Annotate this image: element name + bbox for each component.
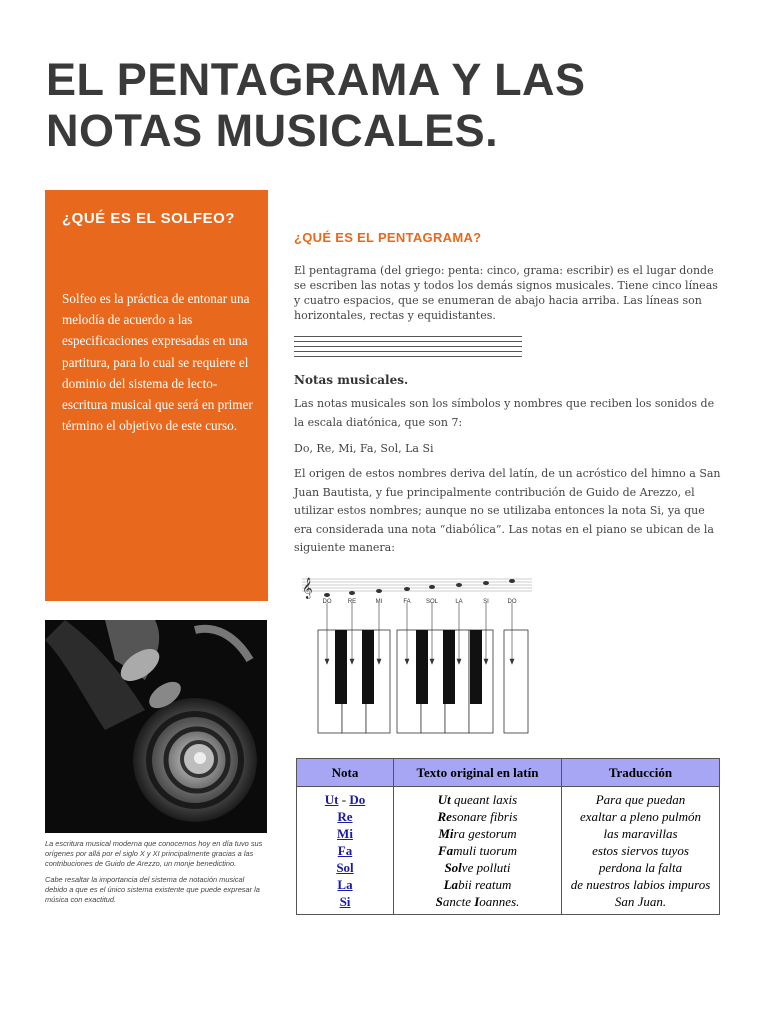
note-link-do[interactable]: Do xyxy=(349,792,366,807)
sidebar-heading: ¿QUÉ ES EL SOLFEO? xyxy=(62,210,235,227)
notes-table xyxy=(296,758,720,915)
note-row xyxy=(298,791,392,808)
translation-line: San Juan. xyxy=(614,894,667,909)
translation-line: las maravillas xyxy=(603,826,678,841)
note-link-re[interactable]: Re xyxy=(337,809,353,824)
latin-line: Famuli tuorum xyxy=(437,843,518,858)
note-link-fa[interactable]: Fa xyxy=(337,843,353,858)
staff-illustration xyxy=(294,336,522,360)
sidebar-body: Solfeo es la práctica de entonar una melodía de acuerdo a las especificaciones expresadas en una partitura, para lo cual se requiere el dominio del sistema de lecto-escritura musical que será en primer término el objetivo de este curso. xyxy=(62,291,253,434)
piano-note-label: LA xyxy=(455,599,463,605)
latin-line: Solve polluti xyxy=(444,860,511,875)
intro-paragraph: El pentagrama (del griego: penta: cinco, grama: escribir) es el lugar donde se escriben las notas y todos los demás signos musicales. Tiene cinco líneas y cuatro espacios, que se enumeran de abajo hacia arriba. Las líneas son horizontales, rectas y equidistantes. xyxy=(294,264,718,322)
notas-heading: Notas musicales. xyxy=(294,373,409,387)
section-heading: ¿QUÉ ES EL PENTAGRAMA? xyxy=(294,230,482,245)
latin-line: Sancte Ioannes. xyxy=(435,894,520,909)
piano-note-label: SOL xyxy=(425,599,439,605)
violin-scroll-photo xyxy=(45,620,267,833)
piano-note-label: FA xyxy=(403,599,411,605)
notas-paragraph-1: Las notas musicales son los símbolos y nombres que reciben los sonidos de la escala diatónica, que son 7: xyxy=(294,397,715,429)
header-texto-latin: Texto original en latín xyxy=(394,759,562,787)
translation-line: de nuestros labios impuros xyxy=(570,877,711,892)
piano-diagram xyxy=(294,573,540,735)
photo-caption xyxy=(45,839,265,911)
latin-line: Resonare fibris xyxy=(437,809,518,824)
translation-column xyxy=(562,787,720,915)
note-link-si[interactable]: Si xyxy=(339,894,351,909)
translation-line: estos siervos tuyos xyxy=(592,843,689,858)
sidebar-box xyxy=(45,190,268,601)
translation-line: exaltar a pleno pulmón xyxy=(580,809,701,824)
note-link-la[interactable]: La xyxy=(337,877,353,892)
latin-line: Mira gestorum xyxy=(438,826,517,841)
latin-line: Labii reatum xyxy=(443,877,512,892)
notas-list: Do, Re, Mi, Fa, Sol, La Si xyxy=(294,442,434,455)
header-traduccion: Traducción xyxy=(562,759,720,787)
note-link-sol[interactable]: Sol xyxy=(336,860,354,875)
piano-note-label: RE xyxy=(347,599,357,605)
header-nota: Nota xyxy=(297,759,394,787)
page-title: EL PENTAGRAMA Y LAS NOTAS MUSICALES. xyxy=(46,54,586,156)
note-link-ut[interactable]: Ut xyxy=(324,792,339,807)
translation-line: perdona la falta xyxy=(598,860,683,875)
notes-column xyxy=(297,787,394,915)
piano-note-label: MI xyxy=(375,599,383,605)
caption-paragraph-2: Cabe resaltar la importancia del sistema de notación musical debido a que es el único sistema existente que puede expresar la música con exactitud. xyxy=(45,875,260,904)
notas-paragraph-2: El origen de estos nombres deriva del latín, de un acróstico del himno a San Juan Bautista, y fue principalmente contribución de Guido de Arezzo, el utilizar estos nombres; aunque no se utilizaba entonces la nota Si, ya que era considerada una nota “diabólica”. Las notas en el piano se ubican de la siguiente manera: xyxy=(294,467,721,554)
piano-note-label: DO xyxy=(507,599,517,605)
latin-line: Ut queant laxis xyxy=(437,792,518,807)
piano-note-label: SI xyxy=(483,599,489,605)
violin-scroll-image xyxy=(45,620,267,833)
note-link-mi[interactable]: Mi xyxy=(337,826,353,841)
piano-note-label: DO xyxy=(322,599,332,605)
note-separator: - xyxy=(338,792,350,807)
svg-text:𝄞: 𝄞 xyxy=(302,578,313,599)
latin-column xyxy=(394,787,562,915)
translation-line: Para que puedan xyxy=(595,792,686,807)
caption-paragraph-1: La escritura musical moderna que conocemos hoy en día tuvo sus orígenes por allá por el siglo X y XI principalmente gracias a las contribuciones de Guido de Arezzo, un monje benedictino. xyxy=(45,839,263,868)
